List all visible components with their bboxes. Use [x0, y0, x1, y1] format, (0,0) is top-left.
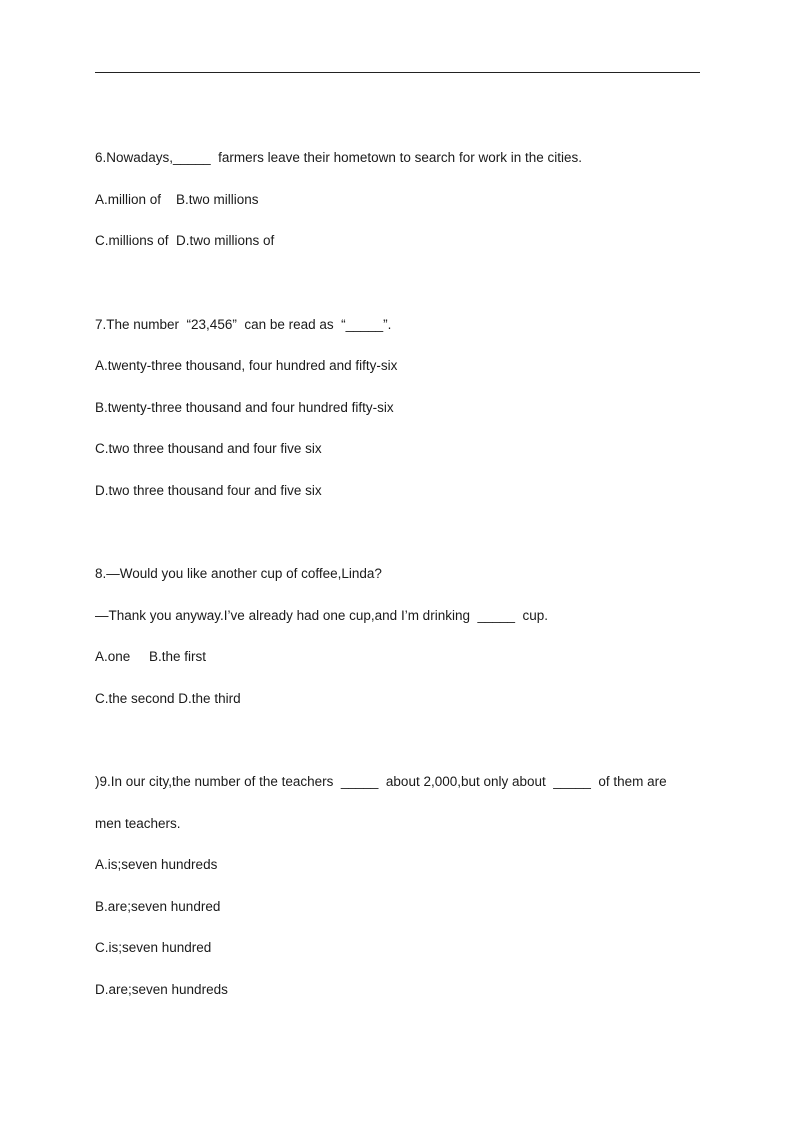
question-7-option-c: C.two three thousand and four five six	[95, 441, 322, 456]
question-6-stem: 6.Nowadays,_____ farmers leave their hometown to search for work in the cities.	[95, 150, 582, 165]
question-7-option-d: D.two three thousand four and five six	[95, 483, 322, 498]
question-8-option-row-1: A.one B.the first	[95, 649, 207, 664]
question-9-option-d: D.are;seven hundreds	[95, 982, 228, 997]
question-7-option-a: A.twenty-three thousand, four hundred and fifty-six	[95, 358, 398, 373]
question-9-option-a: A.is;seven hundreds	[95, 857, 218, 872]
question-8-stem: 8.—Would you like another cup of coffee,Linda?	[95, 566, 382, 581]
question-9-stem-continued: men teachers.	[95, 816, 181, 831]
question-9-stem: )9.In our city,the number of the teachers _____ about 2,000,but only about _____ of them are	[95, 774, 667, 789]
header-rule	[95, 72, 700, 73]
question-9-option-c: C.is;seven hundred	[95, 940, 212, 955]
question-6-option-row-2: C.millions of D.two millions of	[95, 233, 275, 248]
question-7-option-b: B.twenty-three thousand and four hundred fifty-six	[95, 400, 394, 415]
question-8-stem-reply: —Thank you anyway.I’ve already had one cup,and I’m drinking _____ cup.	[95, 608, 549, 623]
question-8-option-row-2: C.the second D.the third	[95, 691, 241, 706]
question-7-stem: 7.The number “23,456” can be read as “_____”.	[95, 317, 392, 332]
question-6-option-row-1: A.million of B.two millions	[95, 192, 259, 207]
question-9-option-b: B.are;seven hundred	[95, 899, 221, 914]
